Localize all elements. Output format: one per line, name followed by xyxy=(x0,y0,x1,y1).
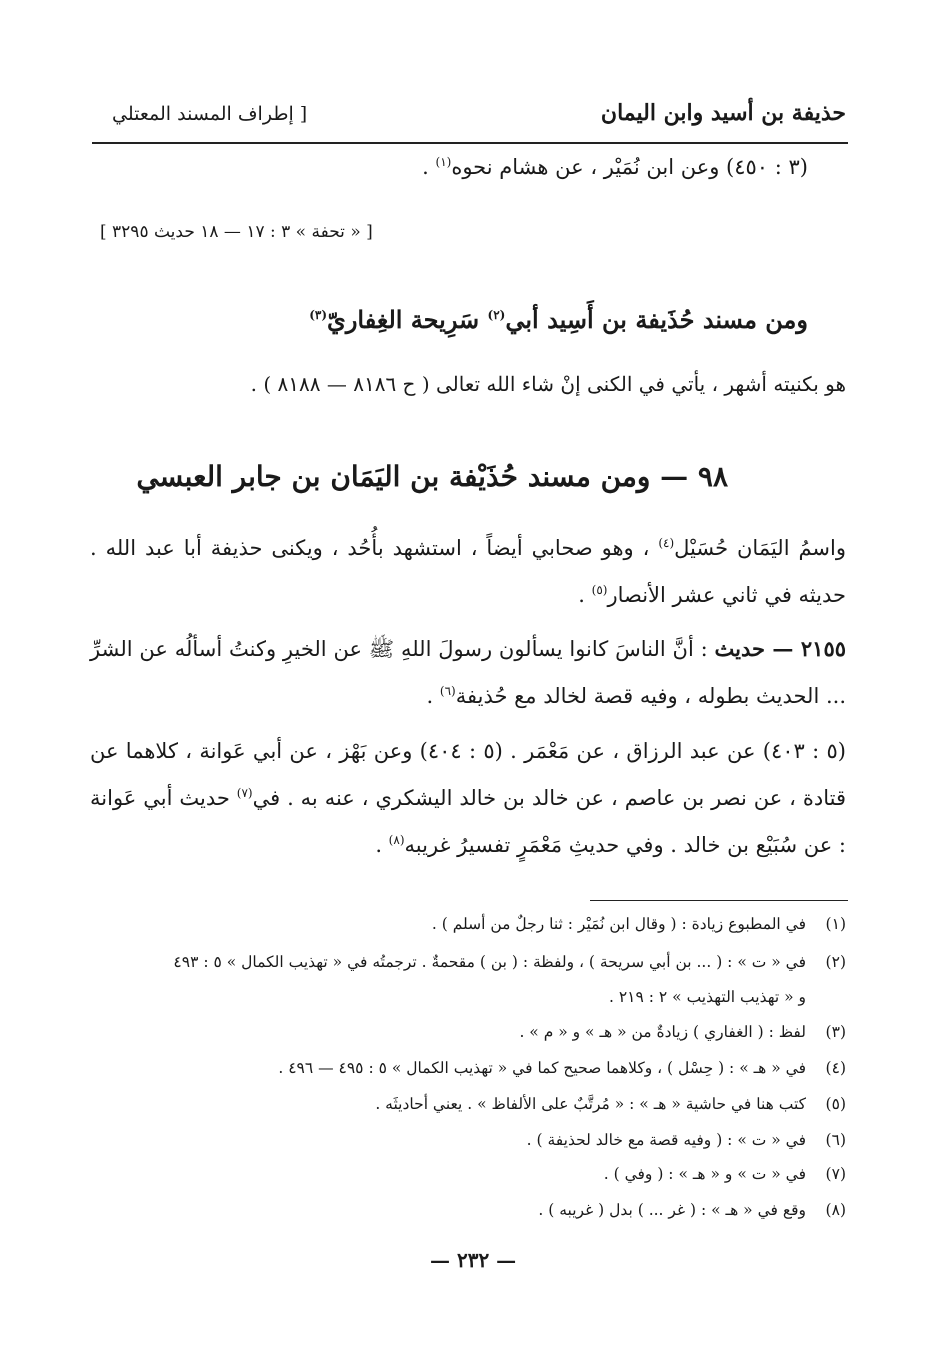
footnote-divider xyxy=(590,900,848,901)
footnote-ref: (٨) xyxy=(388,833,405,847)
footnote-ref: (٥) xyxy=(591,583,608,597)
header-divider xyxy=(92,142,848,144)
footnote-ref: (٣) xyxy=(309,308,328,322)
isnad-text: (٥ : ٤٠٣) عن عبد الرزاق ، عن مَعْمَر . (٥ : ٤٠٤) وعن بَهْز ، عن أبي عَوانة ، كلاهما عن قتادة ، عن نصر بن عاصم ، عن خالد بن خالد اليشكري ، عنه به . في xyxy=(90,739,846,810)
footnote-text: في « ت » : ( وفيه قصة مع خالد لحذيفة ) . xyxy=(526,1131,806,1149)
footnote-number: (٢) xyxy=(825,953,846,971)
footnote-number: (٨) xyxy=(825,1201,846,1219)
intro-paragraph xyxy=(90,522,846,616)
footnote-number: (٥) xyxy=(825,1095,846,1113)
footnote xyxy=(86,1095,846,1113)
chapter-heading: ٩٨ — ومن مسند حُذَيْفة بن اليَمَان بن جابر العبسي xyxy=(136,460,728,493)
footnote-number: (٧) xyxy=(825,1165,846,1183)
punctuation: . xyxy=(426,684,440,708)
isnad-line xyxy=(422,155,808,179)
footnote-ref: (٧) xyxy=(236,786,253,800)
footnote-number: (١) xyxy=(825,915,846,933)
footnote xyxy=(86,1059,846,1077)
footnote-text: لفظ : ( الغفاري ) زيادةٌ من « هـ » و « م » . xyxy=(519,1023,806,1041)
footnote-text: في « ت » و « هـ » : ( وفي ) . xyxy=(603,1165,806,1183)
footnote-number: (٤) xyxy=(825,1059,846,1077)
tuhfa-reference: [ « تحفة » ٣ : ١٧ — ١٨ حديث ٣٢٩٥ ] xyxy=(100,222,373,242)
footnote xyxy=(86,1131,846,1149)
footnote-continuation: و « تهذيب التهذيب » ٢ : ٢١٩ . xyxy=(609,988,806,1006)
hadith-paragraph xyxy=(90,628,846,717)
footnote xyxy=(86,1023,846,1041)
footnote-text: كتب هنا في حاشية « هـ » : « مُرتَّبٌ على الألفاظ » . يعني أحاديثَه . xyxy=(375,1095,806,1113)
footnote-ref: (٦) xyxy=(439,684,456,698)
footnote xyxy=(86,1201,846,1219)
footnote-number: (٣) xyxy=(825,1023,846,1041)
punctuation: . xyxy=(422,155,436,179)
hadith-text: : أنَّ الناسَ كانوا يسألون رسولَ اللهِ ﷺ عن الخيرِ وكنتُ أسألُه عن الشرِّ ... الحديث بطوله ، وفيه قصة لخالد مع حُذيفة xyxy=(90,637,846,708)
footnote-text: في « ت » : ( ... بن أبي سريحة ) ، ولفظة : ( بن ) مقحمةٌ . ترجمتُه في « تهذيب الكمال » ٥ : ٤٩٣ xyxy=(173,953,806,971)
isnad-text: حديث أبي عَوانة : عن سُبَيْع بن خالد . وفي حديثِ مَعْمَرٍ تفسيرُ غريبه xyxy=(90,786,846,857)
section-note: هو بكنيته أشهر ، يأتي في الكنى إنْ شاء الله تعالى ( ح ٨١٨٦ — ٨١٨٨ ) . xyxy=(250,372,846,396)
footnote-number: (٦) xyxy=(825,1131,846,1149)
footnote-text: في « هـ » : ( حِسْل ) ، وكلاهما صحيح كما في « تهذيب الكمال » ٥ : ٤٩٥ — ٤٩٦ . xyxy=(278,1059,806,1077)
footnote-text: في المطبوع زيادة : ( وقال ابن نُمَيْر : ثنا رجلٌ من أسلم ) . xyxy=(431,915,806,933)
running-title: حذيفة بن أسيد وابن اليمان xyxy=(600,100,846,126)
footnote xyxy=(86,915,846,933)
punctuation: . xyxy=(375,833,389,857)
section-heading xyxy=(309,305,808,334)
isnad-text: (٣ : ٤٥٠) وعن ابن نُمَيْر ، عن هشام نحوه xyxy=(451,155,808,179)
footnote-text: وقع في « هـ » : ( غر ... ) بدل ( غريبه ) . xyxy=(538,1201,806,1219)
heading-text: سَرِيحة الغِفاريّ xyxy=(327,305,488,334)
paragraph-text: ، وهو صحابي أيضاً ، استشهد بأُحُد ، ويكنى حذيفة أبا عبد الله . حديثه في ثاني عشر الأنصار xyxy=(90,536,846,607)
hadith-number: ٢١٥٥ — حديث xyxy=(714,636,847,661)
paragraph-text: واسمُ اليَمَان حُسَيْل xyxy=(674,536,847,560)
book-title: [ إطراف المسند المعتلي xyxy=(112,103,308,125)
footnote xyxy=(86,1165,846,1183)
page-number: — ٢٣٢ — xyxy=(430,1248,517,1272)
footnote-ref: (٢) xyxy=(487,308,506,322)
footnote xyxy=(86,953,846,971)
punctuation: . xyxy=(578,583,592,607)
isnad-paragraph xyxy=(90,730,846,866)
footnote-ref: (١) xyxy=(435,155,452,169)
heading-text: ومن مسند حُذَيفة بن أَسِيد أبي xyxy=(505,305,808,334)
footnote-ref: (٤) xyxy=(658,536,675,550)
